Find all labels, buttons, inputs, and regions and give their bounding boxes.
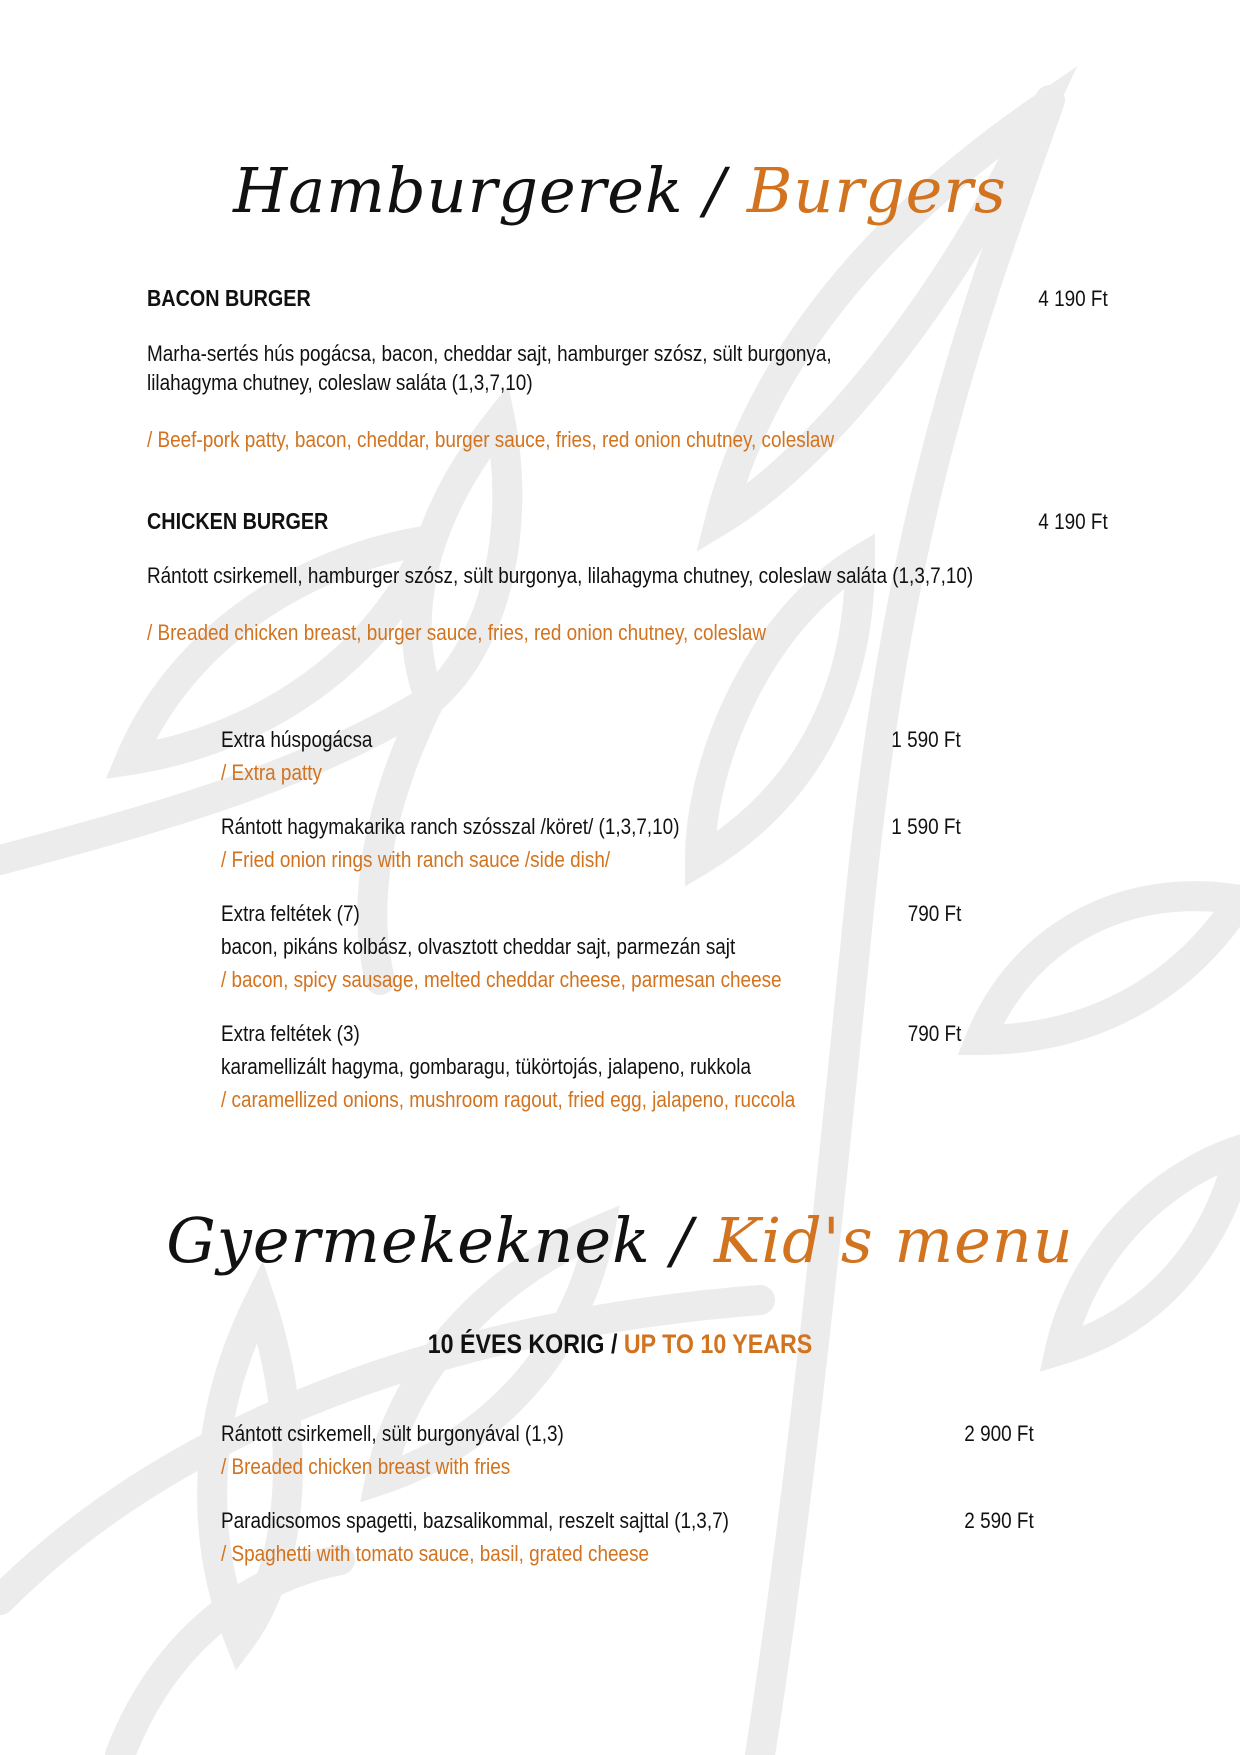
bacon-burger-name: BACON BURGER xyxy=(147,285,311,311)
chicken-burger-desc-en: / Breaded chicken breast, burger sauce, fries, red onion chutney, coleslaw xyxy=(147,620,767,645)
kids-spaghetti-name: Paradicsomos spagetti, bazsalikommal, reszelt sajttal (1,3,7) xyxy=(221,1508,729,1533)
extra-toppings-7-name: Extra feltétek (7) xyxy=(221,901,360,926)
extra-patty-name: Extra húspogácsa xyxy=(221,727,373,752)
kids-spaghetti-en: / Spaghetti with tomato sauce, basil, grated cheese xyxy=(221,1541,650,1566)
extra-toppings-7-en: / bacon, spicy sausage, melted cheddar cheese, parmesan cheese xyxy=(221,967,782,992)
extra-toppings-3-en: / caramellized onions, mushroom ragout, fried egg, jalapeno, ruccola xyxy=(221,1087,796,1112)
extra-toppings-7-price: 790 Ft xyxy=(907,901,961,926)
bacon-burger-price: 4 190 Ft xyxy=(1038,286,1108,311)
kids-title-hu: Gyermekeknek / xyxy=(166,1204,694,1277)
chicken-burger-desc-hu: Rántott csirkemell, hamburger szósz, sült burgonya, lilahagyma chutney, coleslaw saláta (1,3,7,10) xyxy=(147,563,974,588)
kids-age-hu: 10 ÉVES KORIG / xyxy=(427,1329,618,1359)
kids-section-title xyxy=(0,1204,1240,1277)
extra-toppings-3-price: 790 Ft xyxy=(907,1021,961,1046)
bacon-burger-desc-hu-line2: lilahagyma chutney, coleslaw saláta (1,3,7,10) xyxy=(147,370,533,395)
kids-age-en: UP TO 10 YEARS xyxy=(623,1329,813,1359)
onion-rings-price: 1 590 Ft xyxy=(891,814,961,839)
extra-patty-price: 1 590 Ft xyxy=(891,727,961,752)
onion-rings-name: Rántott hagymakarika ranch szósszal /köret/ (1,3,7,10) xyxy=(221,814,680,839)
bacon-burger-desc-hu-line1: Marha-sertés hús pogácsa, bacon, cheddar sajt, hamburger szósz, sült burgonya, xyxy=(147,341,832,366)
kids-spaghetti-price: 2 590 Ft xyxy=(964,1508,1034,1533)
extra-toppings-7-detail: bacon, pikáns kolbász, olvasztott cheddar sajt, parmezán sajt xyxy=(221,934,736,959)
burgers-title-en: Burgers xyxy=(746,154,1007,227)
chicken-burger-name: CHICKEN BURGER xyxy=(147,508,329,534)
kids-chicken-name: Rántott csirkemell, sült burgonyával (1,3) xyxy=(221,1421,564,1446)
onion-rings-en: / Fried onion rings with ranch sauce /side dish/ xyxy=(221,847,611,872)
extra-patty-en: / Extra patty xyxy=(221,760,322,785)
extra-toppings-3-detail: karamellizált hagyma, gombaragu, tükörtojás, jalapeno, rukkola xyxy=(221,1054,752,1079)
extra-toppings-3-name: Extra feltétek (3) xyxy=(221,1021,360,1046)
kids-chicken-en: / Breaded chicken breast with fries xyxy=(221,1454,511,1479)
burgers-section-title xyxy=(0,154,1240,227)
burgers-title-hu: Hamburgerek / xyxy=(233,154,727,227)
kids-chicken-price: 2 900 Ft xyxy=(964,1421,1034,1446)
kids-age-limit xyxy=(87,1329,1153,1360)
bacon-burger-desc-en: / Beef-pork patty, bacon, cheddar, burger sauce, fries, red onion chutney, coleslaw xyxy=(147,427,835,452)
kids-title-en: Kid's menu xyxy=(713,1204,1074,1277)
chicken-burger-price: 4 190 Ft xyxy=(1038,509,1108,534)
